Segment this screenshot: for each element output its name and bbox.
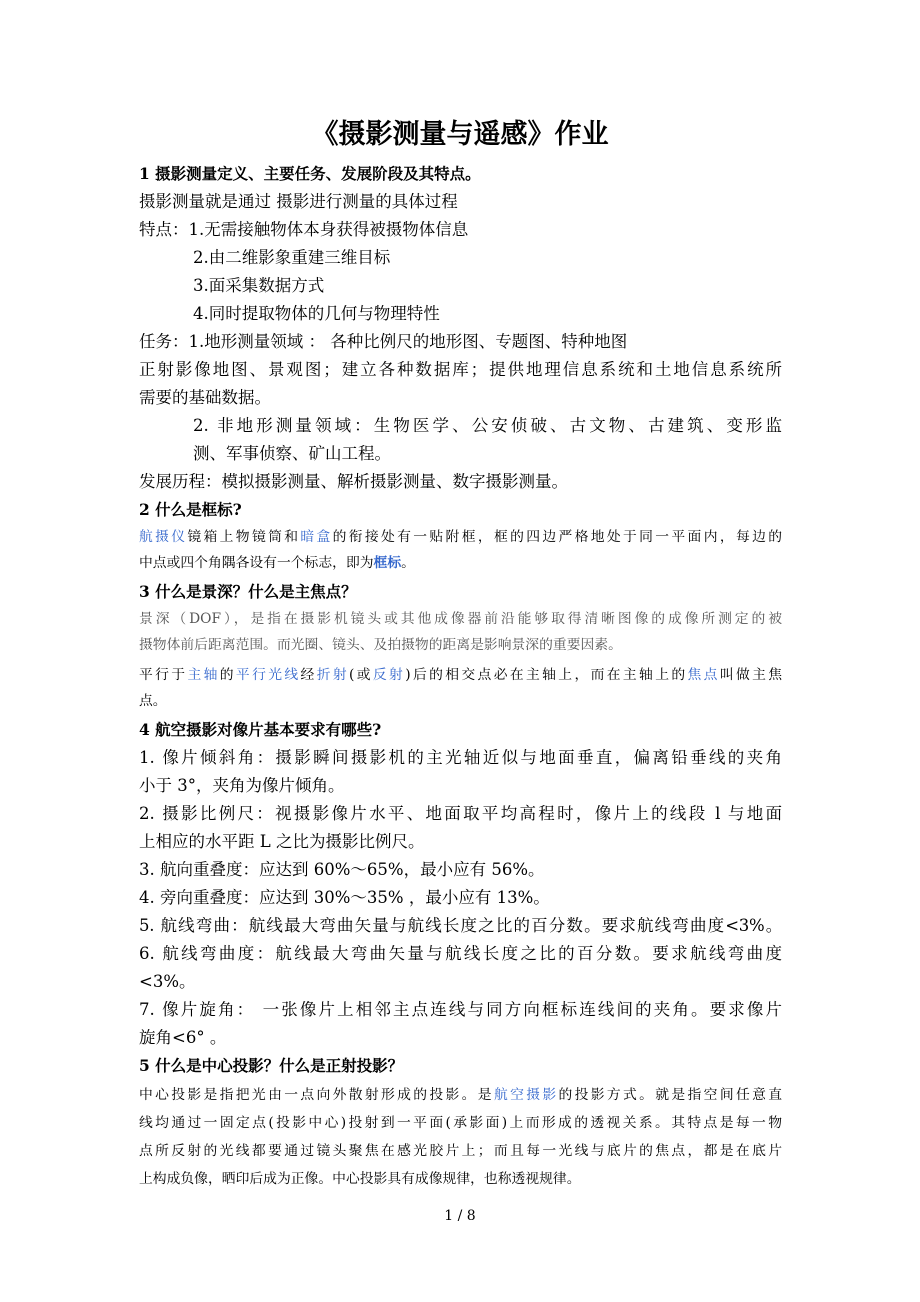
- text-span: 叫做主焦: [719, 667, 783, 683]
- q4-line: 6. 航线弯曲度：航线最大弯曲矢量与航线长度之比的百分数。要求航线弯曲度: [139, 944, 782, 963]
- q4-line: 4. 旁向重叠度：应达到 30%～35% ，最小应有 13%。: [139, 888, 550, 907]
- text-span: 的衔接处有一贴附框，框的四边严格地处于同一平面内，每边的: [332, 529, 783, 545]
- q4-line: 3. 航向重叠度：应达到 60%～65%，最小应有 56%。: [139, 860, 545, 879]
- link-dark-box[interactable]: 暗盒: [300, 529, 333, 545]
- q1-task-1-continuation: 需要的基础数据。: [139, 388, 271, 407]
- q5-line: 上构成负像，晒印后成为正像。中心投影具有成像规律，也称透视规律。: [139, 1171, 581, 1187]
- q5-line: 线均通过一固定点(投影中心)投射到一平面(承影面)上而形成的透视关系。其特点是每一物: [139, 1115, 782, 1131]
- text-span: (或: [349, 667, 373, 683]
- text-span: 的: [219, 667, 236, 683]
- q2-answer-line-1: [139, 524, 782, 550]
- tasks-label: 任务：: [139, 332, 189, 351]
- q2-heading: 2 什么是框标?: [139, 500, 242, 519]
- link-focus[interactable]: 焦点: [687, 667, 720, 683]
- q3-dof-line-1: 景深（DOF），是指在摄影机镜头或其他成像器前沿能够取得清晰图像的成像所测定的被: [139, 611, 782, 627]
- link-refraction[interactable]: 折射: [316, 667, 349, 683]
- link-aerial-camera[interactable]: 航摄仪: [139, 529, 188, 545]
- text-span: 。: [401, 555, 415, 571]
- q4-heading: 4 航空摄影对像片基本要求有哪些?: [139, 720, 382, 739]
- text-span: 经: [300, 667, 317, 683]
- q4-line: 旋角<6° 。: [139, 1028, 227, 1047]
- q4-line: <3%。: [139, 972, 196, 991]
- q1-heading: 1 摄影测量定义、主要任务、发展阶段及其特点。: [139, 164, 481, 183]
- link-reflection[interactable]: 反射: [372, 667, 406, 683]
- feature-item: 1.无需接触物体本身获得被摄物体信息: [188, 220, 469, 239]
- q4-line: 上相应的水平距 L 之比为摄影比例尺。: [139, 832, 425, 851]
- features-label: 特点：: [139, 220, 189, 239]
- task-1-text: 1.地形测量领域 ： 各种比例尺的地形图、专题图、特种地图: [188, 332, 628, 351]
- text-span: 中点或四个角隅各设有一个标志，即为: [139, 555, 374, 571]
- text-span: 中心投影是指把光由一点向外散射形成的投影。是: [139, 1087, 494, 1103]
- q4-line: 5. 航线弯曲：航线最大弯曲矢量与航线长度之比的百分数。要求航线弯曲度<3%。: [139, 916, 782, 935]
- q1-task-2-continuation: 测、军事侦察、矿山工程。: [193, 444, 391, 463]
- text-span: 的投影方式。就是指空间任意直: [558, 1087, 783, 1103]
- q3-focus-line-1: [139, 662, 782, 688]
- feature-item: 3.面采集数据方式: [193, 276, 325, 295]
- text-span: 镜箱上物镜筒和: [187, 529, 301, 545]
- q4-line: 2. 摄影比例尺：视摄影像片水平、地面取平均高程时，像片上的线段 l 与地面: [139, 804, 782, 823]
- q5-line-1: [139, 1082, 782, 1108]
- q1-task-1-continuation: 正射影像地图、景观图；建立各种数据库；提供地理信息系统和土地信息系统所: [139, 360, 782, 379]
- link-fiducial-mark[interactable]: 框标: [373, 555, 402, 571]
- q1-history: 发展历程：模拟摄影测量、解析摄影测量、数字摄影测量。: [139, 472, 568, 491]
- link-main-axis[interactable]: 主轴: [187, 667, 220, 683]
- q3-dof-line-2: 摄物体前后距离范围。而光圈、镜头、及拍摄物的距离是影响景深的重要因素。: [139, 637, 622, 653]
- q3-focus-line-2: 点。: [139, 693, 167, 709]
- link-aerial-photography[interactable]: 航空摄影: [493, 1087, 559, 1103]
- q1-task-2: 2. 非地形测量领域：生物医学、公安侦破、古文物、古建筑、变形监: [193, 416, 782, 435]
- page-number: 1 / 8: [444, 1208, 476, 1224]
- q5-line: 点所反射的光线都要通过镜头聚焦在感光胶片上；而且每一光线与底片的焦点，都是在底片: [139, 1143, 782, 1159]
- q5-heading: 5 什么是中心投影？什么是正射投影？: [139, 1056, 404, 1075]
- q1-definition: 摄影测量就是通过 摄影进行测量的具体过程: [139, 192, 458, 211]
- q2-answer-line-2: [139, 550, 415, 576]
- feature-item: 4.同时提取物体的几何与物理特性: [193, 304, 440, 323]
- link-parallel-rays[interactable]: 平行光线: [235, 667, 301, 683]
- q4-line: 7. 像片旋角： 一张像片上相邻主点连线与同方向框标连线间的夹角。要求像片: [139, 1000, 782, 1019]
- q1-task-1: [139, 328, 627, 356]
- text-span: )后的相交点必在主轴上，而在主轴上的: [405, 667, 688, 683]
- text-span: 平行于: [139, 667, 188, 683]
- q1-features-line-1: [139, 216, 468, 244]
- feature-item: 2.由二维影象重建三维目标: [193, 248, 391, 267]
- q3-heading: 3 什么是景深？什么是主焦点？: [139, 582, 357, 601]
- document-title: 《摄影测量与遥感》作业: [311, 119, 609, 150]
- q4-line: 1. 像片倾斜角：摄影瞬间摄影机的主光轴近似与地面垂直，偏离铅垂线的夹角: [139, 748, 782, 767]
- q4-line: 小于 3°，夹角为像片倾角。: [139, 776, 345, 795]
